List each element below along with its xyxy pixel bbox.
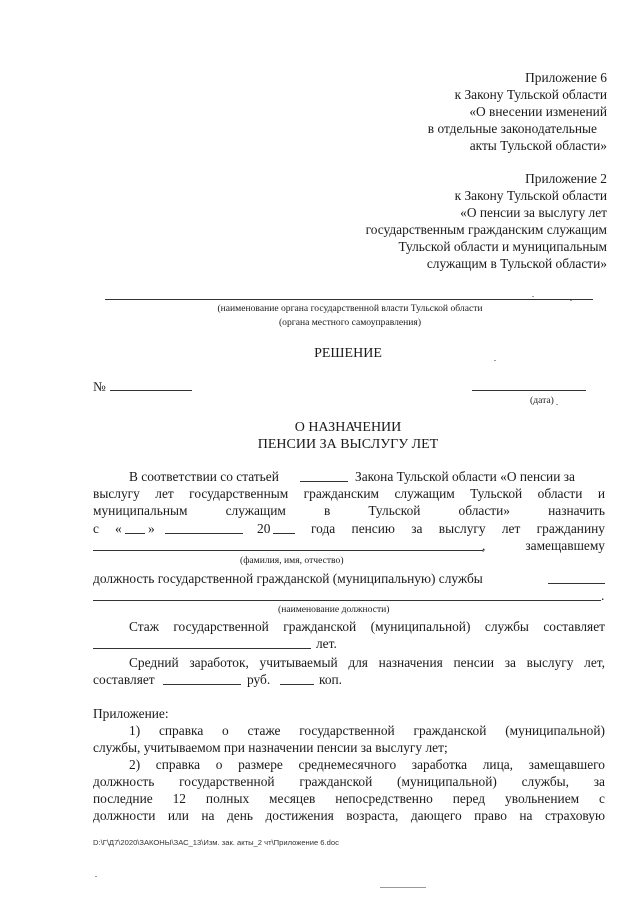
scan-speck xyxy=(380,887,426,888)
word: Тульской xyxy=(368,503,421,518)
appendix6-line: Приложение 6 xyxy=(525,70,607,85)
article-text-cont: Закона Тульской области «О пенсии за xyxy=(355,469,575,484)
appendix2-line: Приложение 2 xyxy=(525,171,607,186)
footer-file-path: D:\Г\Д7\2020\ЗАКОНЫ\ЗАС_13\Изм. зак. акты_2 чт\Приложение 6.doc xyxy=(93,838,339,847)
period: . xyxy=(601,588,605,603)
experience-blank xyxy=(93,648,311,649)
authority-caption: (органа местного самоуправления) xyxy=(278,317,422,328)
position-caption: (наименование должности) xyxy=(278,604,390,615)
rubles-label: руб. xyxy=(247,672,271,687)
appendix2-line: «О пенсии за выслугу лет xyxy=(460,205,607,220)
quote-open: « xyxy=(115,521,122,536)
word: муниципальным xyxy=(93,503,188,518)
authority-caption: (наименование органа государственной власти Тульской области xyxy=(217,303,483,314)
decision-title: РЕШЕНИЕ xyxy=(314,346,382,361)
year-blank xyxy=(273,533,295,534)
appendix-item1-cont: службы, учитываемом при назначении пенсии за выслугу лет; xyxy=(93,740,448,755)
position-blank xyxy=(93,600,601,601)
appendix2-line: к Закону Тульской области xyxy=(454,188,607,203)
date-caption: (дата) xyxy=(530,395,554,406)
appendix6-line: «О внесении изменений xyxy=(469,104,607,119)
word: области» xyxy=(458,503,511,518)
date-from-c: с xyxy=(93,521,99,536)
article-text: В соответствии со статьей xyxy=(129,469,279,484)
scan-speck xyxy=(556,404,558,405)
kopecks-label: коп. xyxy=(319,672,343,687)
month-blank xyxy=(165,533,243,534)
kopecks-blank xyxy=(280,684,314,685)
appendix2-line: Тульской области и муниципальным xyxy=(398,239,607,254)
year-prefix: 20 xyxy=(257,521,271,536)
appendix2-line: служащим в Тульской области» xyxy=(426,256,607,271)
appendix-item2: 2) справка о размере среднемесячного заработка лица, замещавшего xyxy=(129,757,605,772)
word: в xyxy=(323,503,331,518)
number-sign: № xyxy=(93,379,106,394)
body-line: Средний заработок, учитываемый для назначения пенсии за выслугу лет, xyxy=(129,655,605,670)
subject-title-line2: ПЕНСИИ ЗА ВЫСЛУГУ ЛЕТ xyxy=(257,437,439,452)
article-number-blank xyxy=(300,481,348,482)
appendix-item2-cont: последние 12 полных месяцев непосредственно перед увольнением с xyxy=(93,791,605,806)
word: назначить xyxy=(548,503,605,518)
body-line: Стаж государственной гражданской (муниципальной) службы составляет xyxy=(129,619,605,634)
appendix-item2-cont: должности или на день достижения возраста, дающего право на страховую xyxy=(93,808,605,823)
scan-speck xyxy=(570,300,572,301)
number-blank xyxy=(110,390,192,391)
date-blank xyxy=(472,390,586,391)
appendix-title: Приложение: xyxy=(93,706,169,721)
appendix6-line: к Закону Тульской области xyxy=(454,87,607,102)
rubles-blank xyxy=(163,684,241,685)
body-line: должность государственной гражданской (муниципальную) службы xyxy=(93,571,483,586)
fio-caption: (фамилия, имя, отчество) xyxy=(240,555,344,566)
appendix-item1: 1) справка о стаже государственной гражданской (муниципальной) xyxy=(129,723,605,738)
quote-close: » xyxy=(148,521,155,536)
body-line-spaced xyxy=(93,503,605,519)
subject-title-line1: О НАЗНАЧЕНИИ xyxy=(294,420,402,435)
body-line: года пенсию за выслугу лет гражданину xyxy=(311,521,605,536)
scan-speck xyxy=(532,296,534,297)
scan-speck xyxy=(95,876,97,877)
appendix6-line: акты Тульской области» xyxy=(469,138,607,153)
word: служащим xyxy=(225,503,286,518)
authority-name-blank xyxy=(105,299,593,300)
fio-blank xyxy=(93,550,483,551)
appendix2-line: государственным гражданским служащим xyxy=(365,222,607,237)
amount-label: составляет xyxy=(93,672,155,687)
appendix6-line: в отдельные законодательные xyxy=(427,121,597,136)
service-blank xyxy=(548,583,605,584)
body-line: выслугу лет государственным гражданским служащим Тульской области и xyxy=(93,486,605,501)
day-blank xyxy=(125,533,145,534)
appendix-item2-cont: должность государственной гражданской (муниципальной) службы, за xyxy=(93,774,605,789)
scan-speck xyxy=(494,360,496,361)
years-label: лет. xyxy=(316,636,337,651)
body-line: , замещавшему xyxy=(482,538,605,553)
